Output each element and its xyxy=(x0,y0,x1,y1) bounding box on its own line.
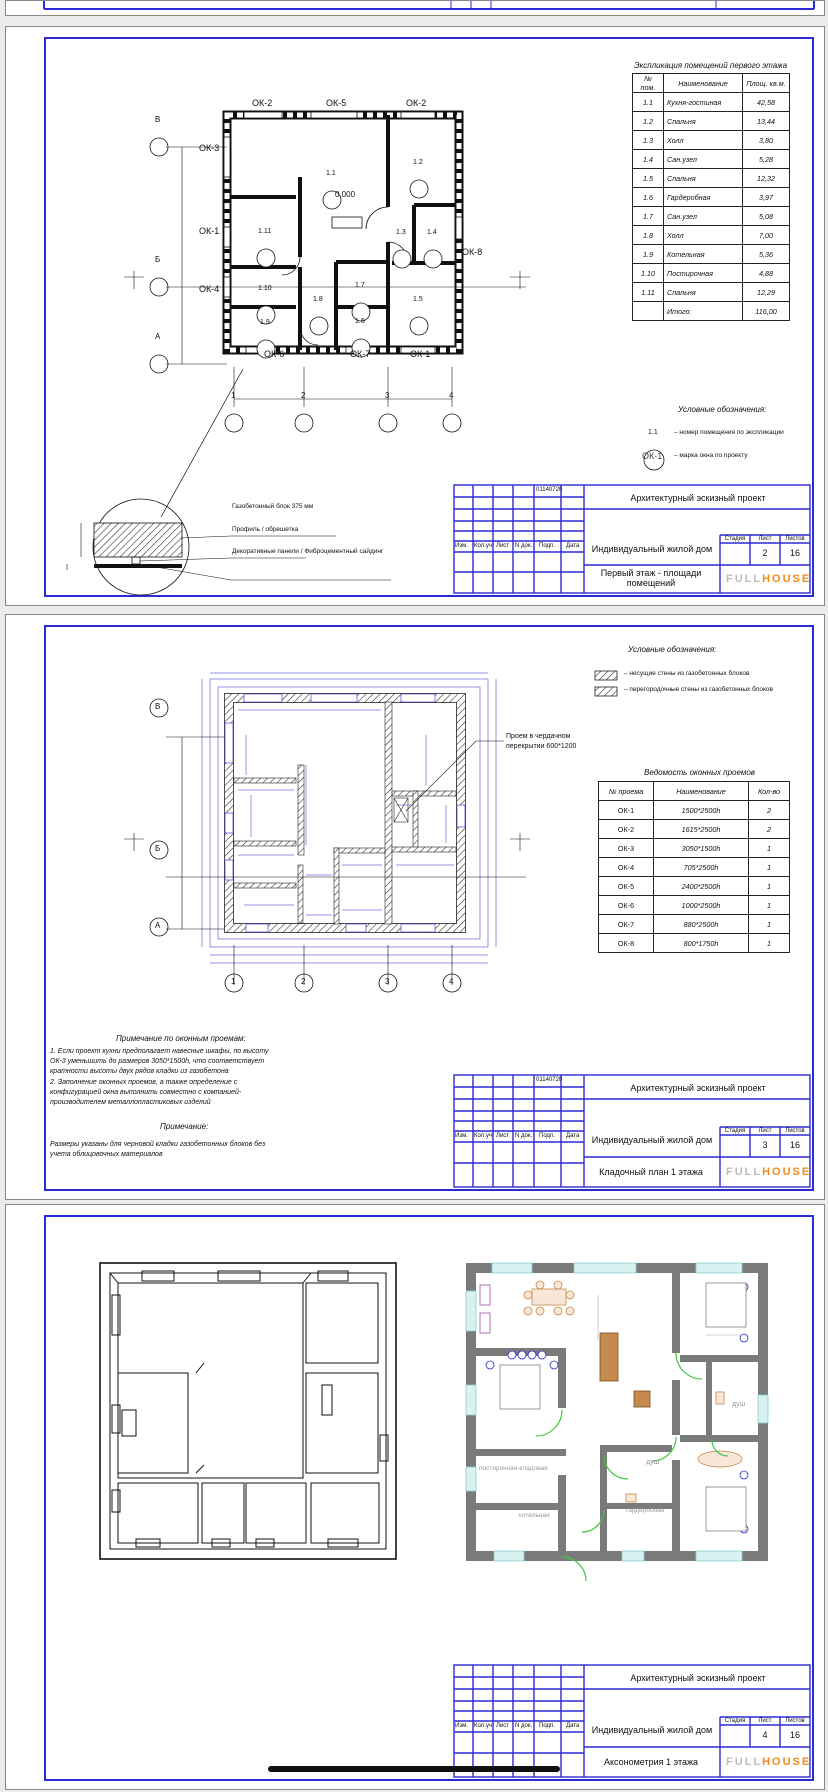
table-row: 1.10 Постирочная 4,88 xyxy=(633,264,790,283)
axis-letter: А xyxy=(155,332,161,341)
drawing-code: 01140720 xyxy=(536,1077,563,1083)
table-row: 1.2 Спальня 13,44 xyxy=(633,112,790,131)
axis-number: 1 xyxy=(231,391,236,400)
axis-letter: В xyxy=(155,702,161,711)
room-number: 1.8 xyxy=(313,296,323,303)
tb-col: N док. xyxy=(515,543,533,549)
fullhouse-logo: FULLHOUSE xyxy=(726,1166,812,1178)
axis-number: 3 xyxy=(385,977,390,986)
legend-window-sample: ОК-1 xyxy=(642,451,663,461)
sheet-1-frame xyxy=(6,1,824,15)
windows-table xyxy=(598,781,790,953)
object-title: Индивидуальный жилой дом xyxy=(591,544,713,554)
legend-item: – несущие стены из газобетонных блоков xyxy=(624,670,750,677)
axis-number: 3 xyxy=(385,391,390,400)
sheets-header: Листов xyxy=(785,1718,805,1724)
object-title: Индивидуальный жилой дом xyxy=(591,1725,713,1735)
wall-note: Профиль / обрешетка xyxy=(232,526,299,533)
note-1: 1. Если проект кухни предполагает навесные шкафы, по высоту ОК-3 уменьшить до размеров 3050*1500h, что соответствует кратности высоты двух рядов кладки из газобетона xyxy=(50,1048,269,1075)
stage-header: Стадия xyxy=(724,1718,746,1724)
room-number: 1.2 xyxy=(413,159,423,166)
sheets-header: Листов xyxy=(785,1128,805,1134)
tb-col: N док. xyxy=(515,1723,533,1729)
tb-col: Изм. xyxy=(455,1723,468,1729)
table-row: 1.1 Кухня-гостиная 42,58 xyxy=(633,93,790,112)
tb-col: Кол.уч xyxy=(474,543,492,549)
windows-title: Ведомость оконных проемов xyxy=(644,768,755,777)
axo-color-plan xyxy=(466,1263,768,1581)
wall-note: Декоративные панели / Фиброцементный сайдинг xyxy=(232,548,384,555)
axis-number: 2 xyxy=(301,391,306,400)
explication-table xyxy=(632,73,790,321)
tb-col: Подп. xyxy=(539,543,555,549)
table-row: ОК-5 2400*2500h 1 xyxy=(599,877,790,896)
wall-note: Газобетонный блок 375 мм xyxy=(232,503,314,510)
sheet-number: 4 xyxy=(762,1730,768,1740)
table-row: ОК-8 800*1750h 1 xyxy=(599,934,790,953)
table-row: ОК-3 3050*1500h 1 xyxy=(599,839,790,858)
room-label-boiler: котельная xyxy=(519,1512,550,1519)
table-header: № проема xyxy=(599,782,654,801)
tb-col: Изм. xyxy=(455,1133,468,1139)
table-header: Наименование xyxy=(664,74,743,93)
table-row: 1.9 Котельная 5,36 xyxy=(633,245,790,264)
table-header: Площ. кв.м. xyxy=(743,74,790,93)
tb-col: Лист xyxy=(496,1723,510,1729)
legend-room-text: – номер помещения по экспликации xyxy=(674,429,784,436)
table-row: ОК-7 880*2500h 1 xyxy=(599,915,790,934)
sheet-header: Лист xyxy=(758,1718,772,1724)
opening-note: Проем в чердачном перекрытии 600*1200 xyxy=(506,733,577,750)
tb-col: Изм. xyxy=(455,543,468,549)
room-number: 1.11 xyxy=(258,228,272,235)
legend-title: Условные обозначения: xyxy=(628,645,717,654)
table-row: 1.3 Холл 3,80 xyxy=(633,131,790,150)
window-label: ОК-8 xyxy=(462,247,483,257)
axis-number: 1 xyxy=(231,977,236,986)
sheet-name: Кладочный план 1 этажа xyxy=(599,1167,703,1177)
table-row: 1.11 Спальня 12,29 xyxy=(633,283,790,302)
axis-letter: Б xyxy=(155,844,161,853)
fullhouse-logo: FULLHOUSE xyxy=(726,573,812,585)
tb-col: Подп. xyxy=(539,1133,555,1139)
room-label-shower: душ xyxy=(732,1401,746,1408)
sheet-header: Лист xyxy=(758,536,772,542)
fullhouse-logo: FULLHOUSE xyxy=(726,1756,812,1768)
explication-title: Экспликация помещений первого этажа xyxy=(634,61,788,70)
table-header: Кол-во xyxy=(749,782,790,801)
legend-window-text: – марка окна по проекту xyxy=(674,452,748,459)
level-mark: 0.000 xyxy=(335,190,356,199)
window-label: ОК-4 xyxy=(199,284,220,294)
axis-number: 4 xyxy=(449,391,454,400)
window-label: ОК-6 xyxy=(264,349,285,359)
axis-number: 2 xyxy=(301,977,306,986)
axonometry-drawings xyxy=(6,1205,824,1789)
tb-col: Лист xyxy=(496,543,510,549)
table-header: Наименование xyxy=(654,782,749,801)
legend-item: – перегородочные стены из газобетонных блоков xyxy=(624,686,773,693)
table-total-row: Итого: 116,00 xyxy=(633,302,790,321)
stage-header: Стадия xyxy=(724,1128,746,1134)
table-row: 1.6 Гардеробная 3,97 xyxy=(633,188,790,207)
note-title: Примечание по оконным проемам: xyxy=(116,1034,246,1043)
room-number: 1.9 xyxy=(260,319,270,326)
tb-col: Подп. xyxy=(539,1723,555,1729)
sheets-header: Листов xyxy=(785,536,805,542)
window-label: ОК-1 xyxy=(199,226,220,236)
axo-line-drawing xyxy=(100,1263,396,1559)
tb-col: Лист xyxy=(496,1133,510,1139)
window-label: ОК-2 xyxy=(406,98,427,108)
sheet-2-floor-areas xyxy=(5,26,825,606)
tb-col: Кол.уч xyxy=(474,1133,492,1139)
table-row: 1.7 Сан.узел 5,08 xyxy=(633,207,790,226)
sheet-name: Аксонометрия 1 этажа xyxy=(604,1757,698,1767)
tb-col: Кол.уч xyxy=(474,1723,492,1729)
stage-header: Стадия xyxy=(724,536,746,542)
project-title: Архитектурный эскизный проект xyxy=(630,1083,766,1093)
window-label: ОК-3 xyxy=(199,143,220,153)
window-label: ОК-1 xyxy=(410,349,431,359)
legend-title: Условные обозначения: xyxy=(678,405,767,414)
sheet-4-axonometry xyxy=(5,1204,825,1790)
room-number: 1.10 xyxy=(258,285,272,292)
remark-text: Размеры указаны для черновой кладки газобетонных блоков без учета облицовочных материалов xyxy=(50,1141,266,1158)
table-row: 1.4 Сан.узел 5,28 xyxy=(633,150,790,169)
room-label-shower: душ xyxy=(646,1459,660,1466)
table-row: ОК-6 1000*2500h 1 xyxy=(599,896,790,915)
drawing-code: 01140720 xyxy=(536,487,563,493)
tb-col: N док. xyxy=(515,1133,533,1139)
room-number: 1.4 xyxy=(427,229,437,236)
table-row: ОК-4 705*2500h 1 xyxy=(599,858,790,877)
table-row: ОК-2 1615*2500h 2 xyxy=(599,820,790,839)
sheet-number: 2 xyxy=(762,548,768,558)
window-label: ОК-5 xyxy=(326,98,347,108)
sheets-total: 16 xyxy=(789,548,800,558)
sheets-total: 16 xyxy=(789,1140,800,1150)
legend-room-sample: 1.1 xyxy=(648,429,658,436)
room-label-laundry: постирочная-кладовая xyxy=(479,1465,548,1472)
project-title: Архитектурный эскизный проект xyxy=(630,1673,766,1683)
sheet-1-tail xyxy=(5,0,825,16)
sheet-number: 3 xyxy=(762,1140,768,1150)
axis-number: 4 xyxy=(449,977,454,986)
project-title: Архитектурный эскизный проект xyxy=(630,493,766,503)
axis-letter: А xyxy=(155,921,161,930)
remark-title: Примечание: xyxy=(160,1122,209,1131)
home-indicator[interactable] xyxy=(268,1766,560,1772)
object-title: Индивидуальный жилой дом xyxy=(591,1135,713,1145)
sheet-3-masonry-plan xyxy=(5,614,825,1200)
table-header: № пом. xyxy=(633,74,664,93)
room-number: 1.1 xyxy=(326,170,336,177)
window-label: ОК-2 xyxy=(252,98,273,108)
tb-col: Дата xyxy=(566,543,580,549)
note-2: 2. Заполнение оконных проемов, а также определение с конфигурацией окна выполнить совместно с компанией-производителем металлопластиковых изделий xyxy=(50,1079,242,1106)
room-number: 1.7 xyxy=(355,282,365,289)
table-row: ОК-1 1500*2500h 2 xyxy=(599,801,790,820)
table-row: 1.8 Холл 7,00 xyxy=(633,226,790,245)
tb-col: Дата xyxy=(566,1133,580,1139)
sheets-total: 16 xyxy=(789,1730,800,1740)
axis-letter: В xyxy=(155,115,161,124)
tb-col: Дата xyxy=(566,1723,580,1729)
room-number: 1.3 xyxy=(396,229,406,236)
sheet-name: Первый этаж - площади помещений xyxy=(600,568,702,588)
room-number: 1.6 xyxy=(355,318,365,325)
table-row: 1.5 Спальня 12,32 xyxy=(633,169,790,188)
sheet-header: Лист xyxy=(758,1128,772,1134)
window-label: ОК-7 xyxy=(350,349,371,359)
room-number: 1.5 xyxy=(413,296,423,303)
room-label-wardrobe: гардеробная xyxy=(626,1507,665,1514)
axis-letter: Б xyxy=(155,255,161,264)
